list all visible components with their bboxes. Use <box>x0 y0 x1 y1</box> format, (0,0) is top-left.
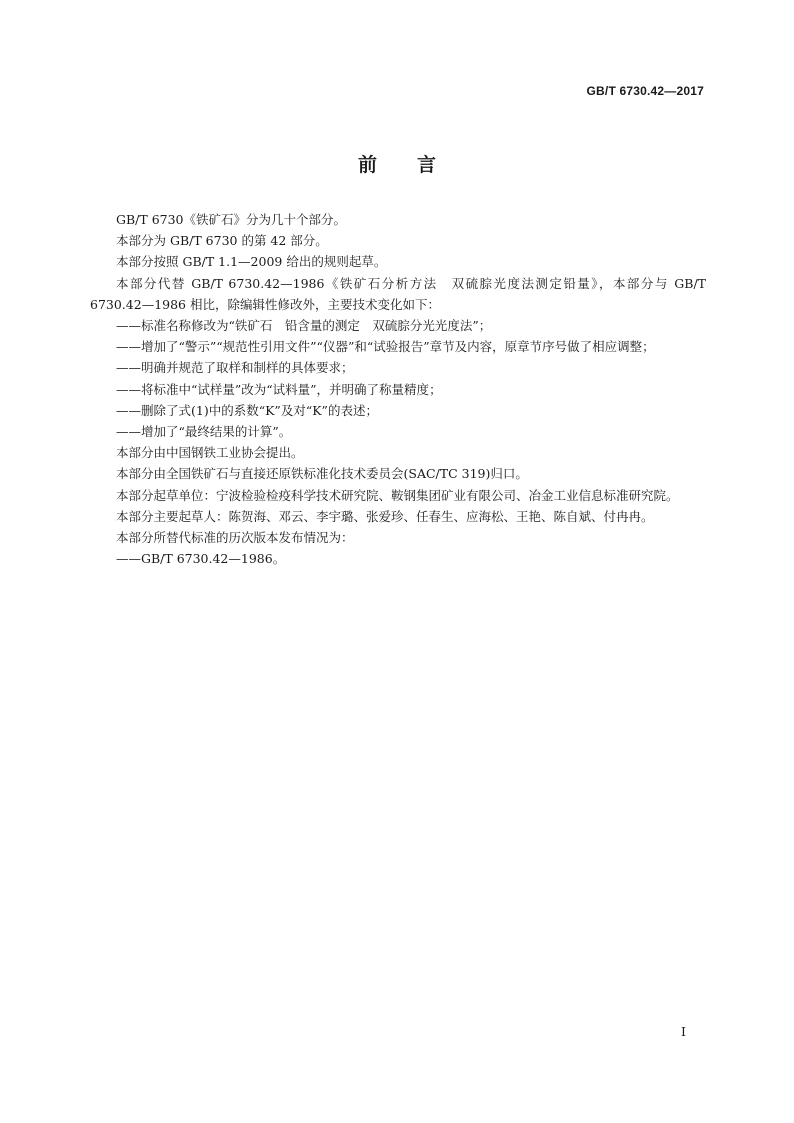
paragraph: 本部分代替 GB/T 6730.42—1986《铁矿石分析方法 双硫腙光度法测定铅量》，本部分与 GB/T 6730.42—1986 相比，除编辑性修改外，主要技术变化如下： <box>90 275 706 312</box>
paragraph: 本部分所替代标准的历次版本发布情况为： <box>116 530 354 546</box>
list-item: ——标准名称修改为“铁矿石 铅含量的测定 双硫腙分光光度法”； <box>116 318 492 334</box>
list-item: ——明确并规范了取样和制样的具体要求； <box>116 360 354 376</box>
section-title <box>0 150 794 177</box>
paragraph: 本部分由中国钢铁工业协会提出。 <box>116 445 304 461</box>
section-title-part2: 言 <box>417 154 437 176</box>
paragraph: 本部分按照 GB/T 1.1—2009 给出的规则起草。 <box>116 254 387 270</box>
paragraph: 本部分为 GB/T 6730 的第 42 部分。 <box>116 233 328 249</box>
list-item: ——增加了“警示”“规范性引用文件”“仪器”和“试验报告”章节及内容，原章节序号做了相应调整； <box>116 339 655 355</box>
paragraph: 本部分主要起草人：陈贺海、邓云、李宇璐、张爱珍、任春生、应海松、王艳、陈自斌、付冉冉。 <box>116 508 654 524</box>
list-item: ——删除了式(1)中的系数“K”及对“K”的表述； <box>116 402 378 418</box>
standard-code: GB/T 6730.42—2017 <box>586 84 704 98</box>
page-number: I <box>681 1024 686 1039</box>
paragraph: GB/T 6730《铁矿石》分为几十个部分。 <box>116 212 347 227</box>
foreword-body <box>90 209 706 569</box>
paragraph: 本部分起草单位：宁波检验检疫科学技术研究院、鞍钢集团矿业有限公司、冶金工业信息标准研究院。 <box>116 487 679 503</box>
list-item: ——增加了“最终结果的计算”。 <box>116 424 292 440</box>
list-item: ——将标准中“试样量”改为“试料量”，并明确了称量精度； <box>116 381 442 397</box>
paragraph: 本部分由全国铁矿石与直接还原铁标准化技术委员会(SAC/TC 319)归口。 <box>116 466 528 482</box>
section-title-part1: 前 <box>357 154 377 176</box>
list-item: ——GB/T 6730.42—1986。 <box>116 551 286 567</box>
